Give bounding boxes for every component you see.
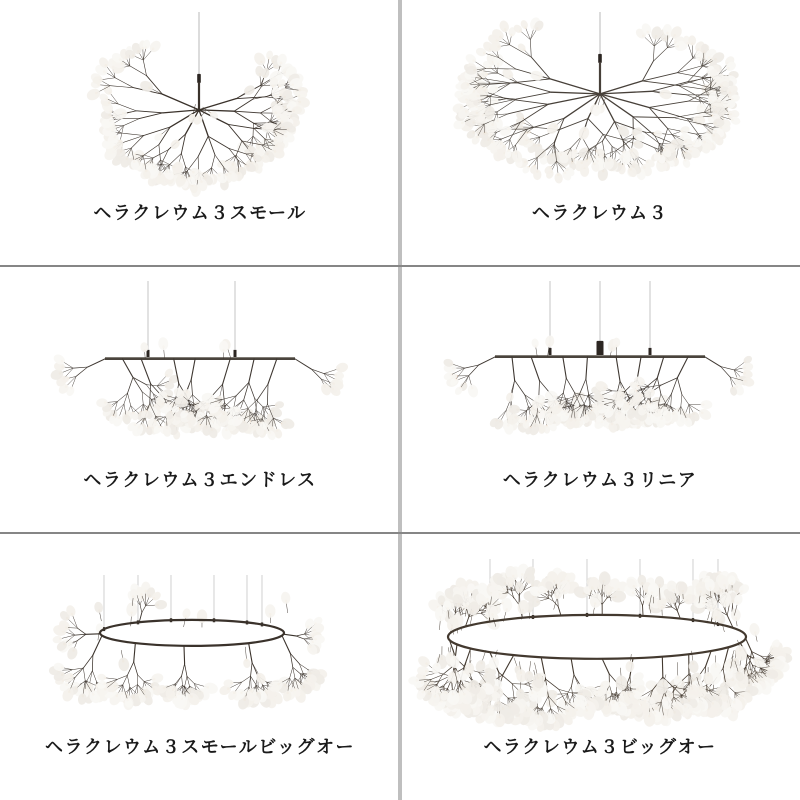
product-label[interactable]: ヘラクレウム３ [531,203,669,224]
product-label[interactable]: ヘラクレウム３スモールビッグオー [44,736,356,757]
product-image[interactable] [0,533,400,800]
product-image[interactable] [0,267,400,534]
horizontal-divider-2 [0,532,800,534]
chandelier-illustration [0,267,400,534]
chandelier-illustration [400,533,800,800]
product-image[interactable] [400,0,800,267]
product-label[interactable]: ヘラクレウム３リニア [502,469,698,490]
product-label[interactable]: ヘラクレウム３スモール [93,203,307,224]
product-image[interactable] [400,533,800,800]
product-card-heracleum-3-big-o[interactable] [400,533,800,800]
chandelier-illustration [400,267,800,534]
product-card-heracleum-3[interactable] [400,0,800,267]
chandelier-illustration [0,533,400,800]
chandelier-illustration [400,0,800,267]
product-label[interactable]: ヘラクレウム３エンドレス [83,469,317,490]
product-card-heracleum-3-small-big-o[interactable] [0,533,400,800]
vertical-divider [398,0,402,800]
product-image[interactable] [400,267,800,534]
product-card-heracleum-3-linear[interactable] [400,267,800,534]
product-label[interactable]: ヘラクレウム３ビッグオー [483,736,717,757]
chandelier-illustration [0,0,400,267]
product-image[interactable] [0,0,400,267]
product-card-heracleum-3-small[interactable] [0,0,400,267]
horizontal-divider-1 [0,265,800,267]
product-card-heracleum-3-endless[interactable] [0,267,400,534]
